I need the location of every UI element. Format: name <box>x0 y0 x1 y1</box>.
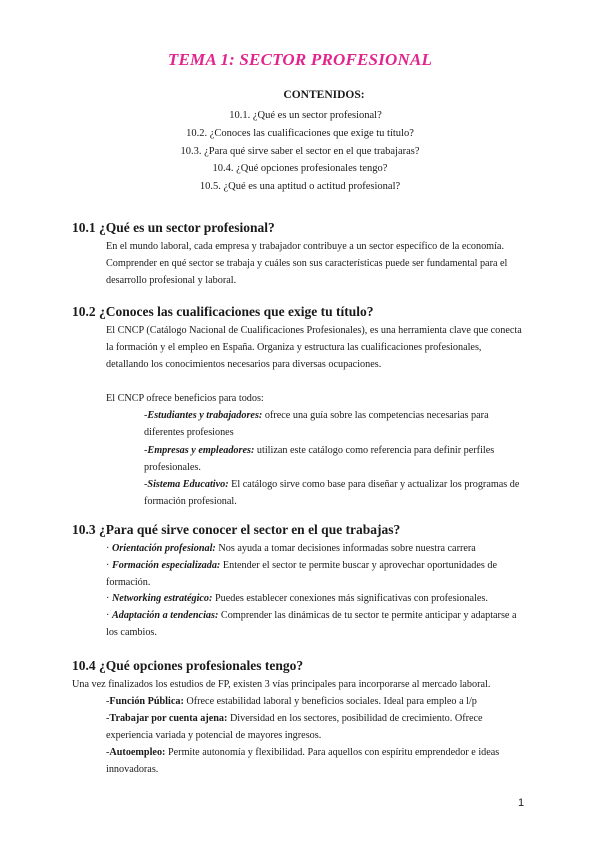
section-10-2-paragraph: El CNCP (Catálogo Nacional de Cualificaciones Profesionales), es una herramienta clave que conecta la formación y el empleo en España. Organiza y estructura las cualificaciones profesionales, detallando los conocimientos necesarios para diversas ocupaciones. <box>106 325 522 371</box>
item-dash: - <box>106 696 110 707</box>
item-text: Permite autonomía y flexibilidad. Para aquellos con espíritu emprendedor e ideas innovadoras. <box>106 747 500 776</box>
section-10-4-intro: Una vez finalizados los estudios de FP, existen 3 vías principales para incorporarse al mercado laboral. <box>72 679 491 690</box>
table-of-contents <box>0 107 600 196</box>
document-title: TEMA 1: SECTOR PROFESIONAL <box>167 50 433 69</box>
item-text: utilizan este catálogo como referencia para definir perfiles profesionales. <box>144 445 495 474</box>
list-item <box>106 744 524 778</box>
item-dash: - <box>144 445 148 456</box>
list-item <box>106 590 524 607</box>
item-label: Networking estratégico: <box>111 593 213 604</box>
item-text: Ofrece estabilidad laboral y beneficios sociales. Ideal para empleo a l/p <box>183 696 477 707</box>
section-10-1-paragraph: En el mundo laboral, cada empresa y trabajador contribuye a un sector específico de la economía. Comprender en qué sector se trabaja y cuáles son sus características puede ser fundamental para el desarrollo profesional y laboral. <box>106 241 508 287</box>
item-text: Entender el sector te permite buscar y aprovechar oportunidades de formación. <box>106 560 497 589</box>
toc-item: 10.5. ¿Qué es una aptitud o actitud profesional? <box>199 181 401 193</box>
toc-item: 10.3. ¿Para qué sirve saber el sector en el que trabajaras? <box>180 145 420 157</box>
item-text: Comprender las dinámicas de tu sector te permite anticipar y adaptarse a los cambios. <box>106 610 517 639</box>
item-bullet: · <box>106 543 112 554</box>
list-item <box>106 607 524 641</box>
item-label: Trabajar por cuenta ajena: <box>109 713 228 724</box>
list-item <box>106 540 524 557</box>
toc-item: 10.1. ¿Qué es un sector profesional? <box>229 110 382 121</box>
item-label: Función Pública: <box>109 696 184 707</box>
item-bullet: · <box>106 610 112 621</box>
section-heading-10-4: 10.4 ¿Qué opciones profesionales tengo? <box>72 658 304 673</box>
item-label: Adaptación a tendencias: <box>111 610 219 621</box>
item-bullet: · <box>106 593 112 604</box>
section-10-2-intro: El CNCP ofrece beneficios para todos: <box>106 393 264 404</box>
section-heading-10-1: 10.1 ¿Qué es un sector profesional? <box>72 220 275 235</box>
item-bullet: · <box>106 560 112 571</box>
item-label: Empresas y empleadores: <box>147 445 255 456</box>
item-text: El catálogo sirve como base para diseñar y actualizar los programas de formación profesional. <box>144 479 520 508</box>
item-label: Sistema Educativo: <box>147 479 229 490</box>
list-item <box>144 442 524 476</box>
list-item <box>106 693 524 710</box>
item-text: Diversidad en los sectores, posibilidad de crecimiento. Ofrece experiencia variada y potencial de mayores ingresos. <box>106 713 483 742</box>
list-item <box>144 476 524 510</box>
item-label: Orientación profesional: <box>111 543 216 554</box>
section-heading-10-2: 10.2 ¿Conoces las cualificaciones que exige tu título? <box>72 304 374 319</box>
section-heading-10-3: 10.3 ¿Para qué sirve conocer el sector en el que trabajas? <box>72 522 401 537</box>
list-item <box>106 557 524 591</box>
item-label: Formación especializada: <box>111 560 221 571</box>
item-label: Autoempleo: <box>109 747 166 758</box>
list-item <box>106 710 524 744</box>
item-dash: - <box>106 713 110 724</box>
item-dash: - <box>106 747 110 758</box>
item-text: ofrece una guía sobre las competencias necesarias para diferentes profesiones <box>144 410 489 439</box>
item-dash: - <box>144 479 148 490</box>
item-text: Puedes establecer conexiones más significativas con profesionales. <box>212 593 488 604</box>
page-number: 1 <box>518 797 525 809</box>
toc-item: 10.2. ¿Conoces las cualificaciones que exige tu título? <box>186 127 414 139</box>
item-dash: - <box>144 410 148 421</box>
item-text: Nos ayuda a tomar decisiones informadas sobre nuestra carrera <box>215 543 476 554</box>
contents-heading: CONTENIDOS: <box>283 89 365 101</box>
list-item <box>144 407 524 441</box>
item-label: Estudiantes y trabajadores: <box>147 410 263 421</box>
toc-item: 10.4. ¿Qué opciones profesionales tengo? <box>212 163 388 175</box>
